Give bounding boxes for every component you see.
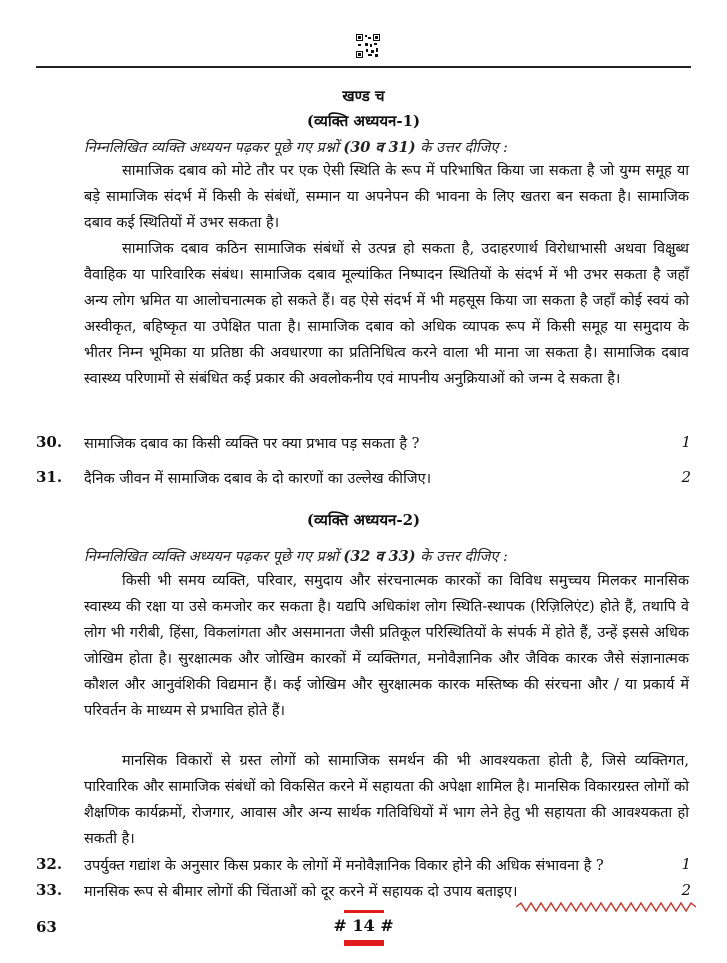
case-study-2-instruction: निम्नलिखित व्यक्ति अध्ययन पढ़कर पूछे गए प्रश्नों (32 व 33) के उत्तर दीजिए : [84, 548, 508, 565]
case-study-1-title: (व्यक्ति अध्ययन-1) [306, 112, 421, 130]
question-text: मानसिक रूप से बीमार लोगों की चिंताओं को दूर करने में सहायक दो उपाय बताइए। [84, 884, 518, 900]
question-marks: 2 [681, 881, 691, 899]
question-number: 31. [36, 468, 63, 486]
page-number-label: # 14 # [333, 916, 394, 935]
page-label-top-bar [344, 910, 384, 913]
case-study-1-paragraph-2: सामाजिक दबाव कठिन सामाजिक संबंधों से उत्पन्न हो सकता है, उदाहरणार्थ विरोधाभासी अथवा विक्षुब्ध वैवाहिक या पारिवारिक संबंध। सामाजिक दबाव मूल्यांकित निष्पादन स्थितियों के संदर्भ में भी उभर सकता है जहाँ अन्य लोग भ्रमित या आलोचनात्मक हो सकते हैं। वह ऐसे संदर्भ में भी महसूस किया जा सकता है जहाँ कोई स्वयं को अस्वीकृत, बहिष्कृत या उपेक्षित पाता है। सामाजिक दबाव को अधिक व्यापक रूप में किसी समूह या समुदाय के भीतर निम्न भूमिका या प्रतिष्ठा की अवधारणा का प्रतिनिधित्व करने वाला भी माना जा सकता है। सामाजिक दबाव स्वास्थ्य परिणामों से संबंधित कई प्रकार की अवलोकनीय एवं मापनीय अनुक्रियाओं को जन्म दे सकता है। [84, 241, 689, 387]
question-text: सामाजिक दबाव का किसी व्यक्ति पर क्या प्रभाव पड़ सकता है ? [84, 436, 420, 452]
question-text: उपर्युक्त गद्यांश के अनुसार किस प्रकार के लोगों में मनोवैज्ञानिक विकार होने की अधिक संभावना है ? [84, 858, 604, 874]
case-study-2-paragraph-1: किसी भी समय व्यक्ति, परिवार, समुदाय और संरचनात्मक कारकों का विविध समुच्चय मिलकर मानसिक स्वास्थ्य की रक्षा या उसे कमजोर कर सकता है। यद्यपि अधिकांश लोग स्थिति-स्थापक (रिज़िलिएंट) होते हैं, तथापि वे लोग भी गरीबी, हिंसा, विकलांगता और असमानता जैसी प्रतिकूल परिस्थितियों के संपर्क में होते हैं, उन्हें इससे अधिक जोखिम होता है। सुरक्षात्मक और जोखिम कारकों में व्यक्तिगत, मनोवैज्ञानिक और जैविक कारक जैसे संज्ञानात्मक कौशल और आनुवंशिकी विद्यमान हैं। कई जोखिम और सुरक्षात्मक कारक मस्तिष्क की संरचना और / या प्रकार्य में परिवर्तन के माध्यम से प्रभावित होते हैं। [84, 573, 689, 719]
question-number: 32. [36, 855, 63, 873]
qr-code-icon [356, 34, 380, 58]
question-marks: 1 [681, 855, 691, 873]
section-title: खण्ड च [342, 87, 385, 105]
question-text: दैनिक जीवन में सामाजिक दबाव के दो कारणों का उल्लेख कीजिए। [84, 471, 432, 487]
wavy-line-decoration [516, 900, 696, 914]
case-study-2-title: (व्यक्ति अध्ययन-2) [306, 511, 421, 529]
case-study-2-paragraph-2: मानसिक विकारों से ग्रस्त लोगों को सामाजिक समर्थन की भी आवश्यकता होती है, जिसे व्यक्तिगत, पारिवारिक और सामाजिक संबंधों को विकसित करने में सहायता की अपेक्षा शामिल है। मानसिक विकारग्रस्त लोगों को शैक्षणिक कार्यक्रमों, रोजगार, आवास और अन्य सार्थक गतिविधियों में भाग लेने हेतु भी सहायता की आवश्यकता हो सकती है। [84, 753, 689, 847]
page-label-bottom-bar [344, 940, 384, 946]
question-marks: 1 [681, 433, 691, 451]
page-code: 63 [36, 918, 57, 936]
case-study-1-paragraph-1: सामाजिक दबाव को मोटे तौर पर एक ऐसी स्थिति के रूप में परिभाषित किया जा सकता है जो युग्म समूह या बड़े सामाजिक संदर्भ में किसी के संबंधों, सम्मान या अपनेपन की भावना के लिए खतरा बन सकता है। सामाजिक दबाव कई स्थितियों में उभर सकता है। [84, 163, 689, 231]
question-number: 30. [36, 433, 63, 451]
question-marks: 2 [681, 468, 691, 486]
question-number: 33. [36, 881, 63, 899]
header-rule [36, 66, 691, 68]
case-study-1-instruction: निम्नलिखित व्यक्ति अध्ययन पढ़कर पूछे गए प्रश्नों (30 व 31) के उत्तर दीजिए : [84, 139, 508, 156]
